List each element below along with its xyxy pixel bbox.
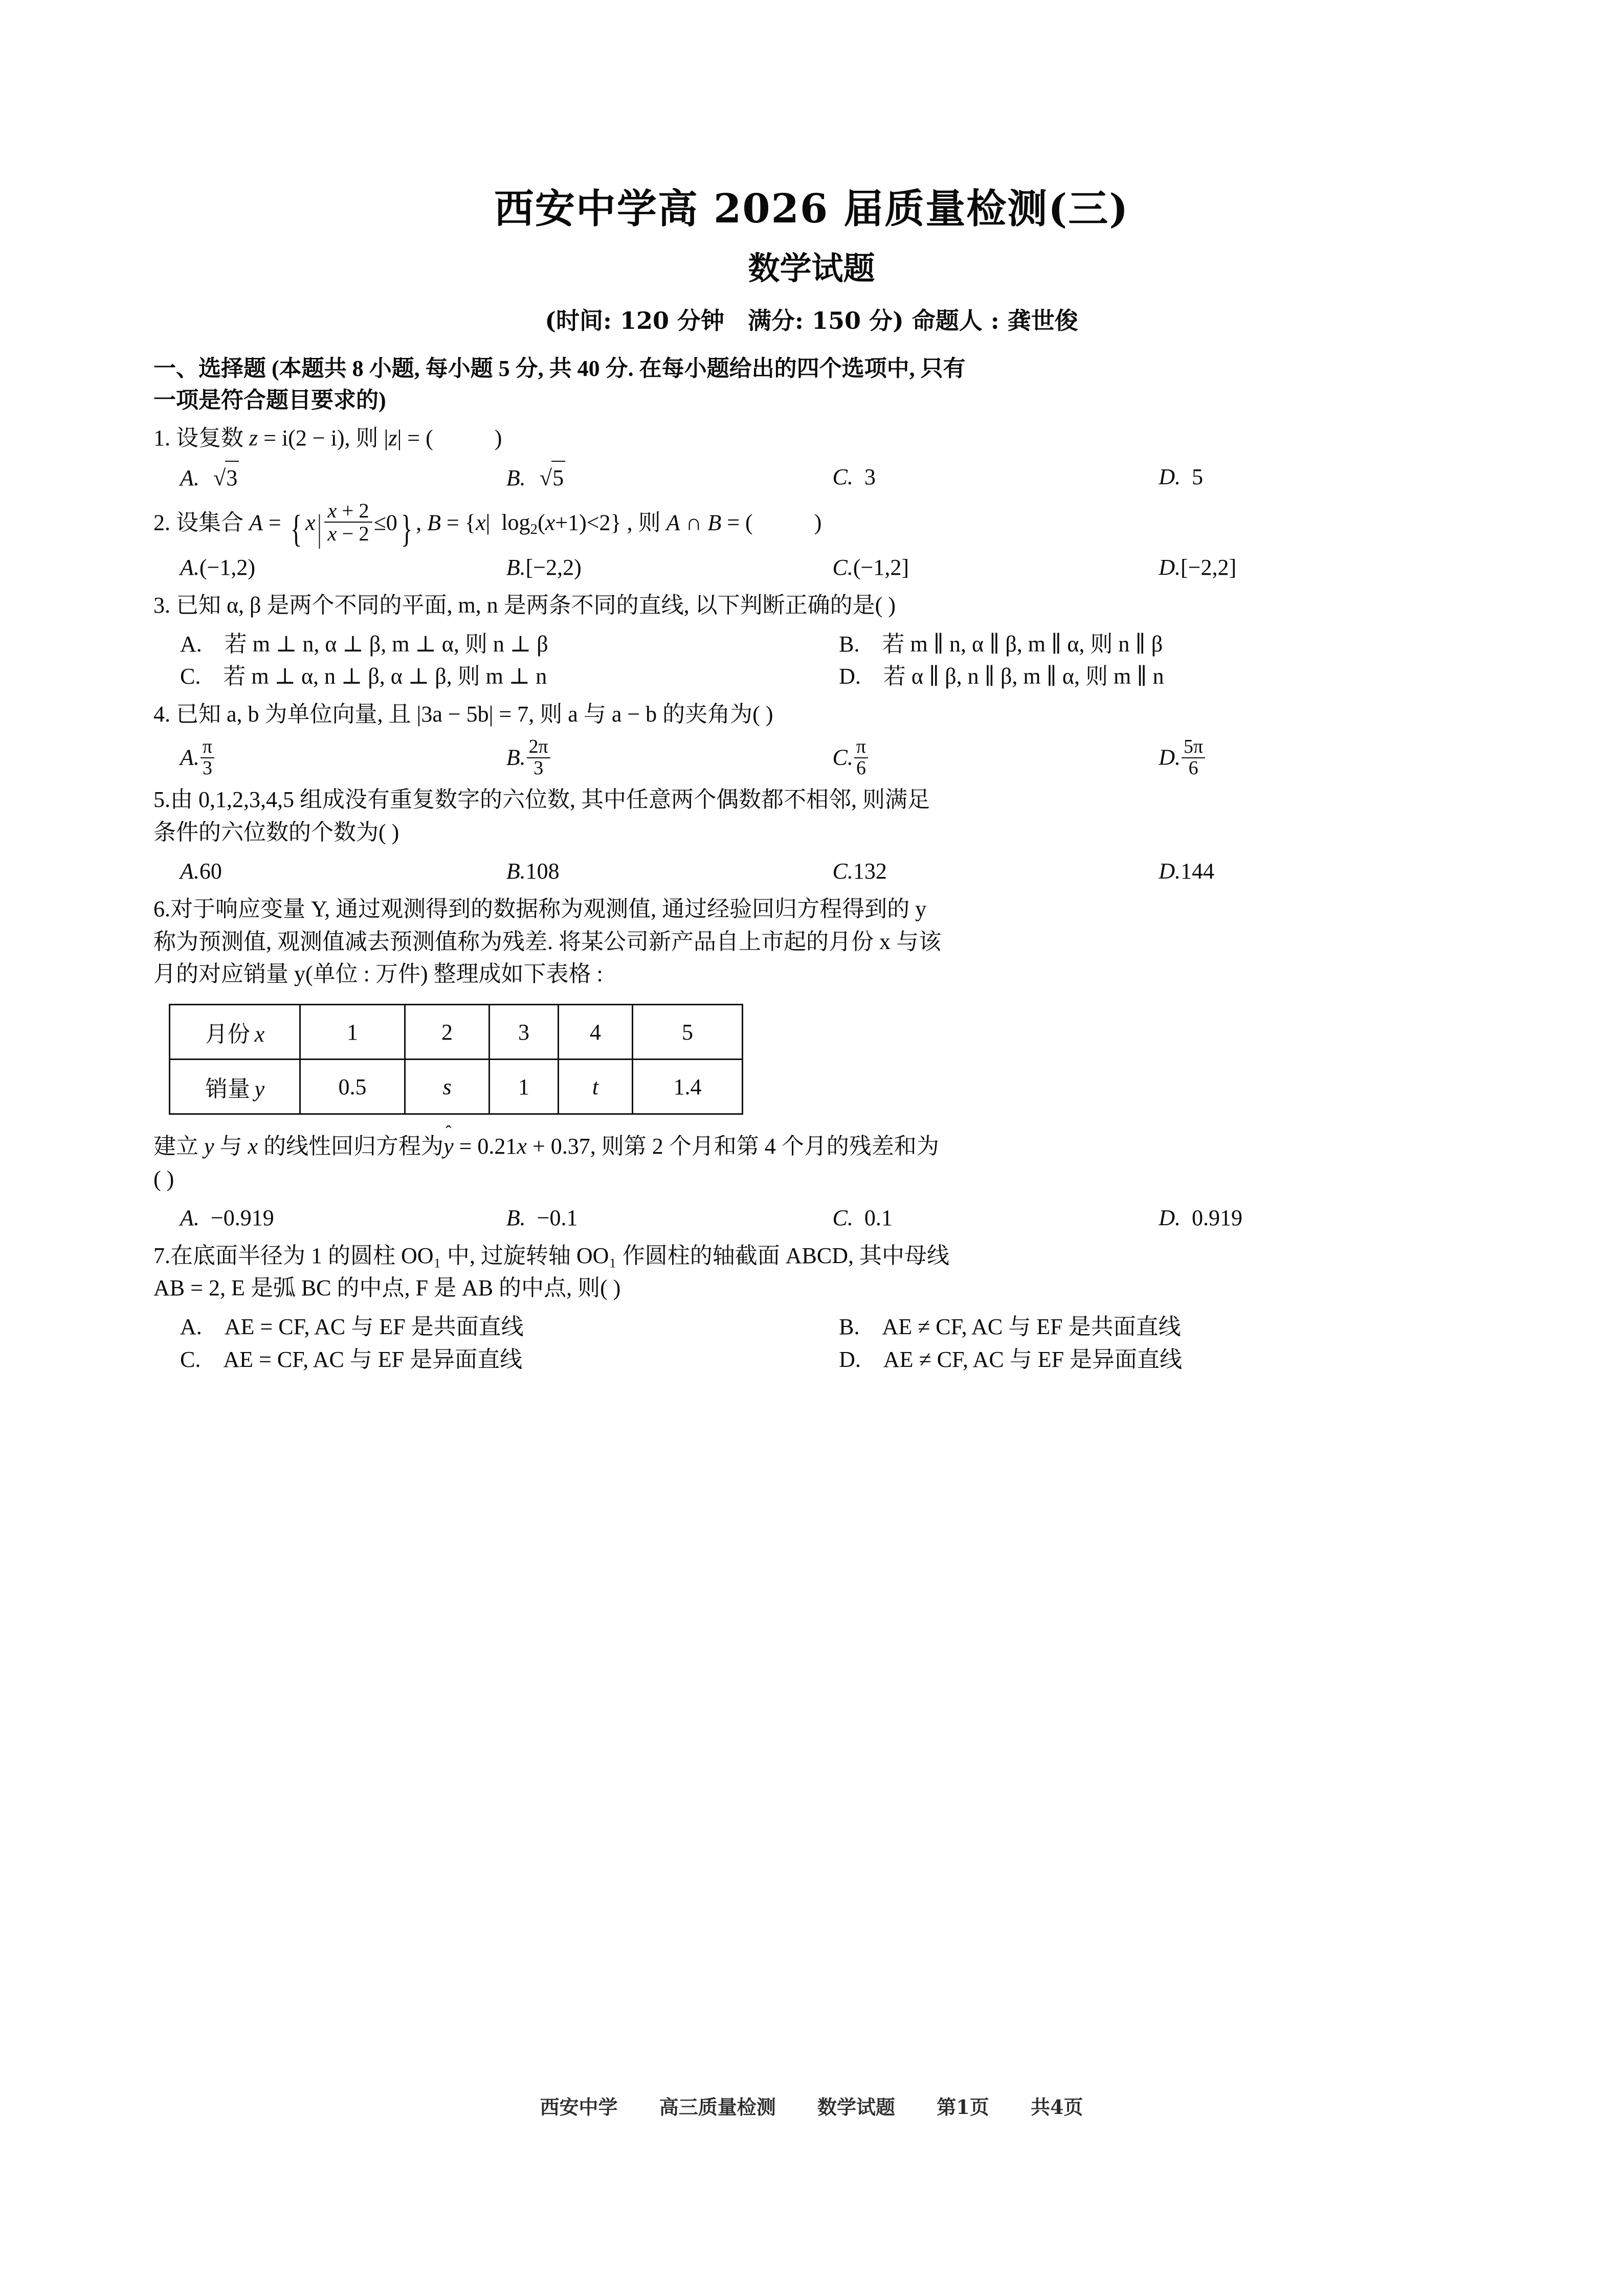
footer-page-number: 第1页 — [937, 2096, 989, 2119]
option-6-a[interactable]: A. −0.919 — [180, 1205, 274, 1230]
table-cell-month-5: 5 — [633, 1005, 743, 1060]
page-title: 西安中学高 2026 届质量检测(三) — [494, 186, 1129, 232]
option-6-c[interactable]: C. 0.1 — [832, 1205, 893, 1230]
table-cell-sales-2: s — [405, 1060, 490, 1114]
page-subtitle: 数学试题 — [748, 250, 875, 287]
question-7 — [153, 1240, 1485, 1305]
table-header-sales: 销量 y — [170, 1060, 300, 1114]
option-6-d[interactable]: D. 0.919 — [1159, 1205, 1243, 1230]
option-7-a[interactable]: A. AE = CF, AC 与 EF 是共面直线 — [180, 1314, 524, 1340]
question-6-stem-line2: 称为预测值, 观测值减去预测值称为残差. 将某公司新产品自上市起的月份 x 与该 — [153, 929, 941, 954]
table-cell-month-4: 4 — [559, 1005, 633, 1060]
question-2-number: 2. — [153, 510, 170, 535]
option-5-a[interactable]: A.60 — [180, 859, 222, 884]
question-7-number: 7. — [153, 1243, 170, 1268]
table-cell-sales-3: 1 — [490, 1060, 559, 1114]
footer-total-pages: 共4页 — [1030, 2096, 1083, 2119]
question-1-number: 1. — [153, 425, 170, 451]
exam-info-line: (时间: 120 分钟 满分: 150 分) 命题人 : 龚世俊 — [545, 307, 1078, 334]
option-7-c[interactable]: C. AE = CF, AC 与 EF 是异面直线 — [180, 1346, 523, 1372]
table-cell-sales-4: t — [559, 1060, 633, 1114]
option-7-d[interactable]: D. AE ≠ CF, AC 与 EF 是异面直线 — [839, 1346, 1183, 1372]
option-4-d[interactable]: D. $\frac{5\pi}{6}$ — [1159, 737, 1485, 778]
question-1-mid: , 则 — [344, 425, 379, 451]
question-3-stem: 已知 α, β 是两个不同的平面, m, n 是两条不同的直线, 以下判断正确的是( ) — [176, 592, 896, 618]
option-1-a[interactable]: A. √3 — [180, 461, 506, 494]
sales-data-table — [169, 1004, 743, 1115]
option-5-d[interactable]: D.144 — [1159, 859, 1215, 884]
section-heading-line1: 一、选择题 (本题共 8 小题, 每小题 5 分, 共 40 分. 在每小题给出的四个选项中, 只有 — [153, 356, 966, 381]
question-4-stem: 已知 a, b 为单位向量, 且 |3a − 5b| = 7, 则 a 与 a − b 的夹角为( ) — [176, 702, 773, 727]
section-heading — [153, 353, 1485, 417]
option-7-b[interactable]: B. AE ≠ CF, AC 与 EF 是共面直线 — [839, 1314, 1181, 1340]
table-row-sales — [170, 1060, 743, 1114]
table-cell-month-3: 3 — [490, 1005, 559, 1060]
option-4-c[interactable]: C. $\frac{\pi}{6}$ — [833, 737, 1159, 778]
question-1-prefix: 设复数 — [176, 425, 243, 451]
page-footer — [0, 2091, 1623, 2120]
option-3-b[interactable]: B. 若 m ∥ n, α ∥ β, m ∥ α, 则 n ∥ β — [839, 631, 1163, 657]
option-6-b[interactable]: B. −0.1 — [506, 1205, 578, 1230]
question-3-options — [153, 628, 1485, 693]
option-1-b[interactable]: B. √5 — [506, 461, 833, 494]
question-6-number: 6. — [153, 896, 170, 921]
footer-exam: 高三质量检测 — [659, 2096, 776, 2119]
question-6-blank-line: ( ) — [153, 1166, 174, 1191]
section-heading-line2: 一项是符合题目要求的) — [153, 388, 386, 413]
question-5-number: 5. — [153, 787, 170, 813]
question-1-options — [153, 461, 1485, 494]
option-3-a[interactable]: A. 若 m ⊥ n, α ⊥ β, m ⊥ α, 则 n ⊥ β — [180, 631, 548, 657]
option-1-c[interactable]: C. 3 — [832, 464, 876, 489]
question-6-stem-line1: 对于响应变量 Y, 通过观测得到的数据称为观测值, 通过经验回归方程得到的 y — [170, 896, 927, 921]
option-1-d[interactable]: D. 5 — [1159, 464, 1204, 489]
exam-content — [0, 353, 1623, 1376]
footer-subject: 数学试题 — [817, 2096, 896, 2119]
question-5-stem-line2: 条件的六位数的个数为( ) — [153, 820, 399, 845]
question-4-number: 4. — [153, 702, 170, 727]
question-5-stem-line1: 由 0,1,2,3,4,5 组成没有重复数字的六位数, 其中任意两个偶数都不相邻, 则满足 — [170, 787, 930, 813]
question-2: 2. 设集合 A = { x| $\frac{x + 2}{x - 2}$ ≤0} , B = {x| $\log_2(x+1)<2$} , 则 A ∩ B = ( ) — [153, 499, 822, 550]
option-2-d[interactable]: D.[−2,2] — [1159, 554, 1237, 580]
question-7-stem-line2: AB = 2, E 是弧 BC 的中点, F 是 AB 的中点, 则( ) — [153, 1275, 621, 1301]
question-6-stem-line3: 月的对应销量 y(单位 : 万件) 整理成如下表格 : — [153, 961, 603, 987]
option-5-b[interactable]: B.108 — [506, 859, 560, 884]
table-cell-month-1: 1 — [300, 1005, 405, 1060]
question-2-options — [153, 551, 1485, 584]
question-6-options — [153, 1202, 1485, 1234]
option-4-b[interactable]: B. $\frac{2\pi}{3}$ — [506, 737, 833, 778]
question-1: 1. 设复数 z = i(2 − i), 则 |z| = ( ) — [153, 425, 502, 451]
question-7-options — [153, 1311, 1485, 1376]
question-3 — [153, 589, 1485, 622]
sales-table-wrapper — [153, 1004, 1485, 1115]
question-7-stem-line1: 在底面半径为 1 的圆柱 OO₁ 中, 过旋转轴 OO₁ 作圆柱的轴截面 ABCD, 其中母线 — [170, 1243, 950, 1268]
table-cell-sales-5: 1.4 — [633, 1060, 743, 1114]
option-2-b[interactable]: B.[−2,2) — [506, 554, 582, 580]
question-6-continued: 建立 y 与 x 的线性回归方程为 y = 0.21x + 0.37, 则第 2 个月和第 4 个月的残差和为 ( ) — [153, 1130, 1485, 1196]
option-4-a[interactable]: A. $\frac{\pi}{3}$ — [180, 737, 506, 778]
option-3-d[interactable]: D. 若 α ∥ β, n ∥ β, m ∥ α, 则 m ∥ n — [839, 664, 1164, 689]
table-cell-month-2: 2 — [405, 1005, 490, 1060]
table-row-month — [170, 1005, 743, 1060]
option-5-c[interactable]: C.132 — [832, 859, 887, 884]
table-cell-sales-1: 0.5 — [300, 1060, 405, 1114]
table-header-month: 月份 x — [170, 1005, 300, 1060]
question-5 — [153, 783, 1485, 849]
option-3-c[interactable]: C. 若 m ⊥ α, n ⊥ β, α ⊥ β, 则 m ⊥ n — [180, 664, 547, 689]
question-4-options — [153, 737, 1485, 778]
question-6 — [153, 893, 1485, 991]
question-4 — [153, 698, 1485, 731]
option-2-c[interactable]: C.(−1,2] — [832, 554, 909, 580]
question-5-options — [153, 855, 1485, 888]
option-2-a[interactable]: A.(−1,2) — [180, 554, 256, 580]
question-1-expr: z — [249, 425, 258, 451]
question-3-number: 3. — [153, 592, 170, 618]
footer-school: 西安中学 — [540, 2096, 618, 2119]
